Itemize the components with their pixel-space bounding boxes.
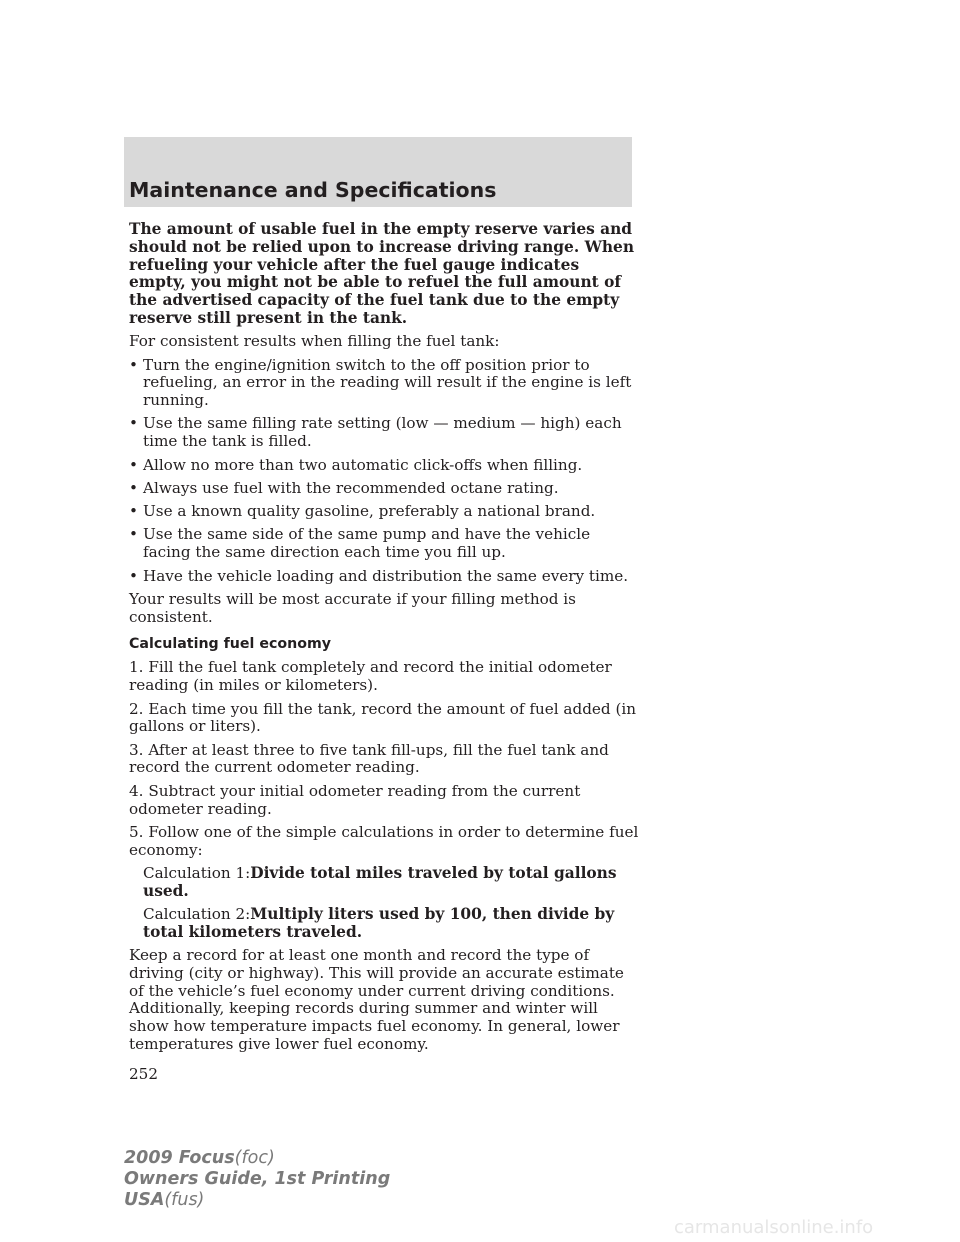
step-4: 4. Subtract your initial odometer reading from the current odometer reading.	[129, 781, 581, 818]
step-1: 1. Fill the fuel tank completely and record the initial odometer reading (in miles or kilometers).	[129, 658, 612, 695]
list-item	[129, 357, 639, 410]
intro-text: For consistent results when filling the fuel tank:	[129, 332, 500, 351]
warning-paragraph: The amount of usable fuel in the empty reserve varies and should not be relied upon to increase driving range. When refueling your vehicle after the fuel gauge indicates empty, you might not be able to refuel the full amount of the advertised capacity of the fuel tank due to the empty reserve still present in the tank.	[129, 220, 635, 327]
list-item-text: Use the same side of the same pump and have the vehicle facing the same direction each time you fill up.	[143, 525, 591, 562]
section-title: Maintenance and Specifications	[129, 178, 497, 202]
list-item-text: Have the vehicle loading and distribution the same every time.	[143, 566, 629, 585]
calculation-formula: Divide total miles traveled by total gallons used.	[143, 863, 617, 900]
calculation-1	[129, 865, 639, 901]
footer-model-code: (foc)	[234, 1148, 275, 1168]
print-footer	[124, 1148, 390, 1211]
bullet-icon: •	[129, 566, 138, 585]
results-note: Your results will be most accurate if your filling method is consistent.	[129, 589, 576, 626]
footer-line-market	[124, 1190, 390, 1211]
list-item	[129, 457, 639, 475]
bullet-icon: •	[129, 455, 138, 474]
footer-line-model	[124, 1148, 390, 1169]
page-number: 252	[129, 1064, 158, 1083]
site-watermark: carmanualsonline.info	[674, 1217, 874, 1238]
list-item-text: Turn the engine/ignition switch to the off position prior to refueling, an error in the reading will result if the engine is left running.	[143, 355, 632, 410]
list-item	[129, 415, 639, 451]
list-item	[129, 480, 639, 498]
bullet-icon: •	[129, 502, 138, 521]
step-2: 2. Each time you fill the tank, record the amount of fuel added (in gallons or liters).	[129, 699, 637, 736]
section-heading: Calculating fuel economy	[129, 636, 331, 653]
list-item-text: Allow no more than two automatic click-offs when filling.	[143, 455, 583, 474]
calculation-label: Calculation 1:	[143, 863, 251, 882]
bullet-icon: •	[129, 355, 138, 374]
bullet-icon: •	[129, 478, 138, 497]
list-item	[129, 568, 639, 586]
bullet-icon: •	[129, 414, 138, 433]
bullet-icon: •	[129, 525, 138, 544]
footer-line-guide: Owners Guide, 1st Printing	[124, 1169, 391, 1189]
list-item	[129, 503, 639, 521]
calculation-formula: Multiply liters used by 100, then divide by total kilometers traveled.	[143, 905, 615, 941]
list-item-text: Use the same filling rate setting (low — medium — high) each time the tank is filled.	[143, 414, 622, 451]
footer-model: 2009 Focus	[124, 1148, 235, 1168]
page-body	[129, 221, 639, 1084]
filling-tips-list	[129, 357, 639, 586]
footer-market: USA	[124, 1190, 165, 1210]
calculation-2	[129, 906, 639, 942]
footer-market-code: (fus)	[164, 1190, 205, 1210]
closing-paragraph: Keep a record for at least one month and record the type of driving (city or highway). This will provide an accurate estimate of the vehicle’s fuel economy under current driving conditions. Additionally, keeping records during summer and winter will show how temperature impacts fuel economy. In general, lower temperatures give lower fuel economy.	[129, 946, 624, 1054]
step-5: 5. Follow one of the simple calculations in order to determine fuel economy:	[129, 822, 639, 859]
calculation-label: Calculation 2:	[143, 905, 251, 923]
list-item-text: Use a known quality gasoline, preferably a national brand.	[143, 502, 596, 521]
step-3: 3. After at least three to five tank fill-ups, fill the fuel tank and record the current odometer reading.	[129, 740, 609, 777]
list-item	[129, 526, 639, 562]
list-item-text: Always use fuel with the recommended octane rating.	[143, 478, 559, 497]
